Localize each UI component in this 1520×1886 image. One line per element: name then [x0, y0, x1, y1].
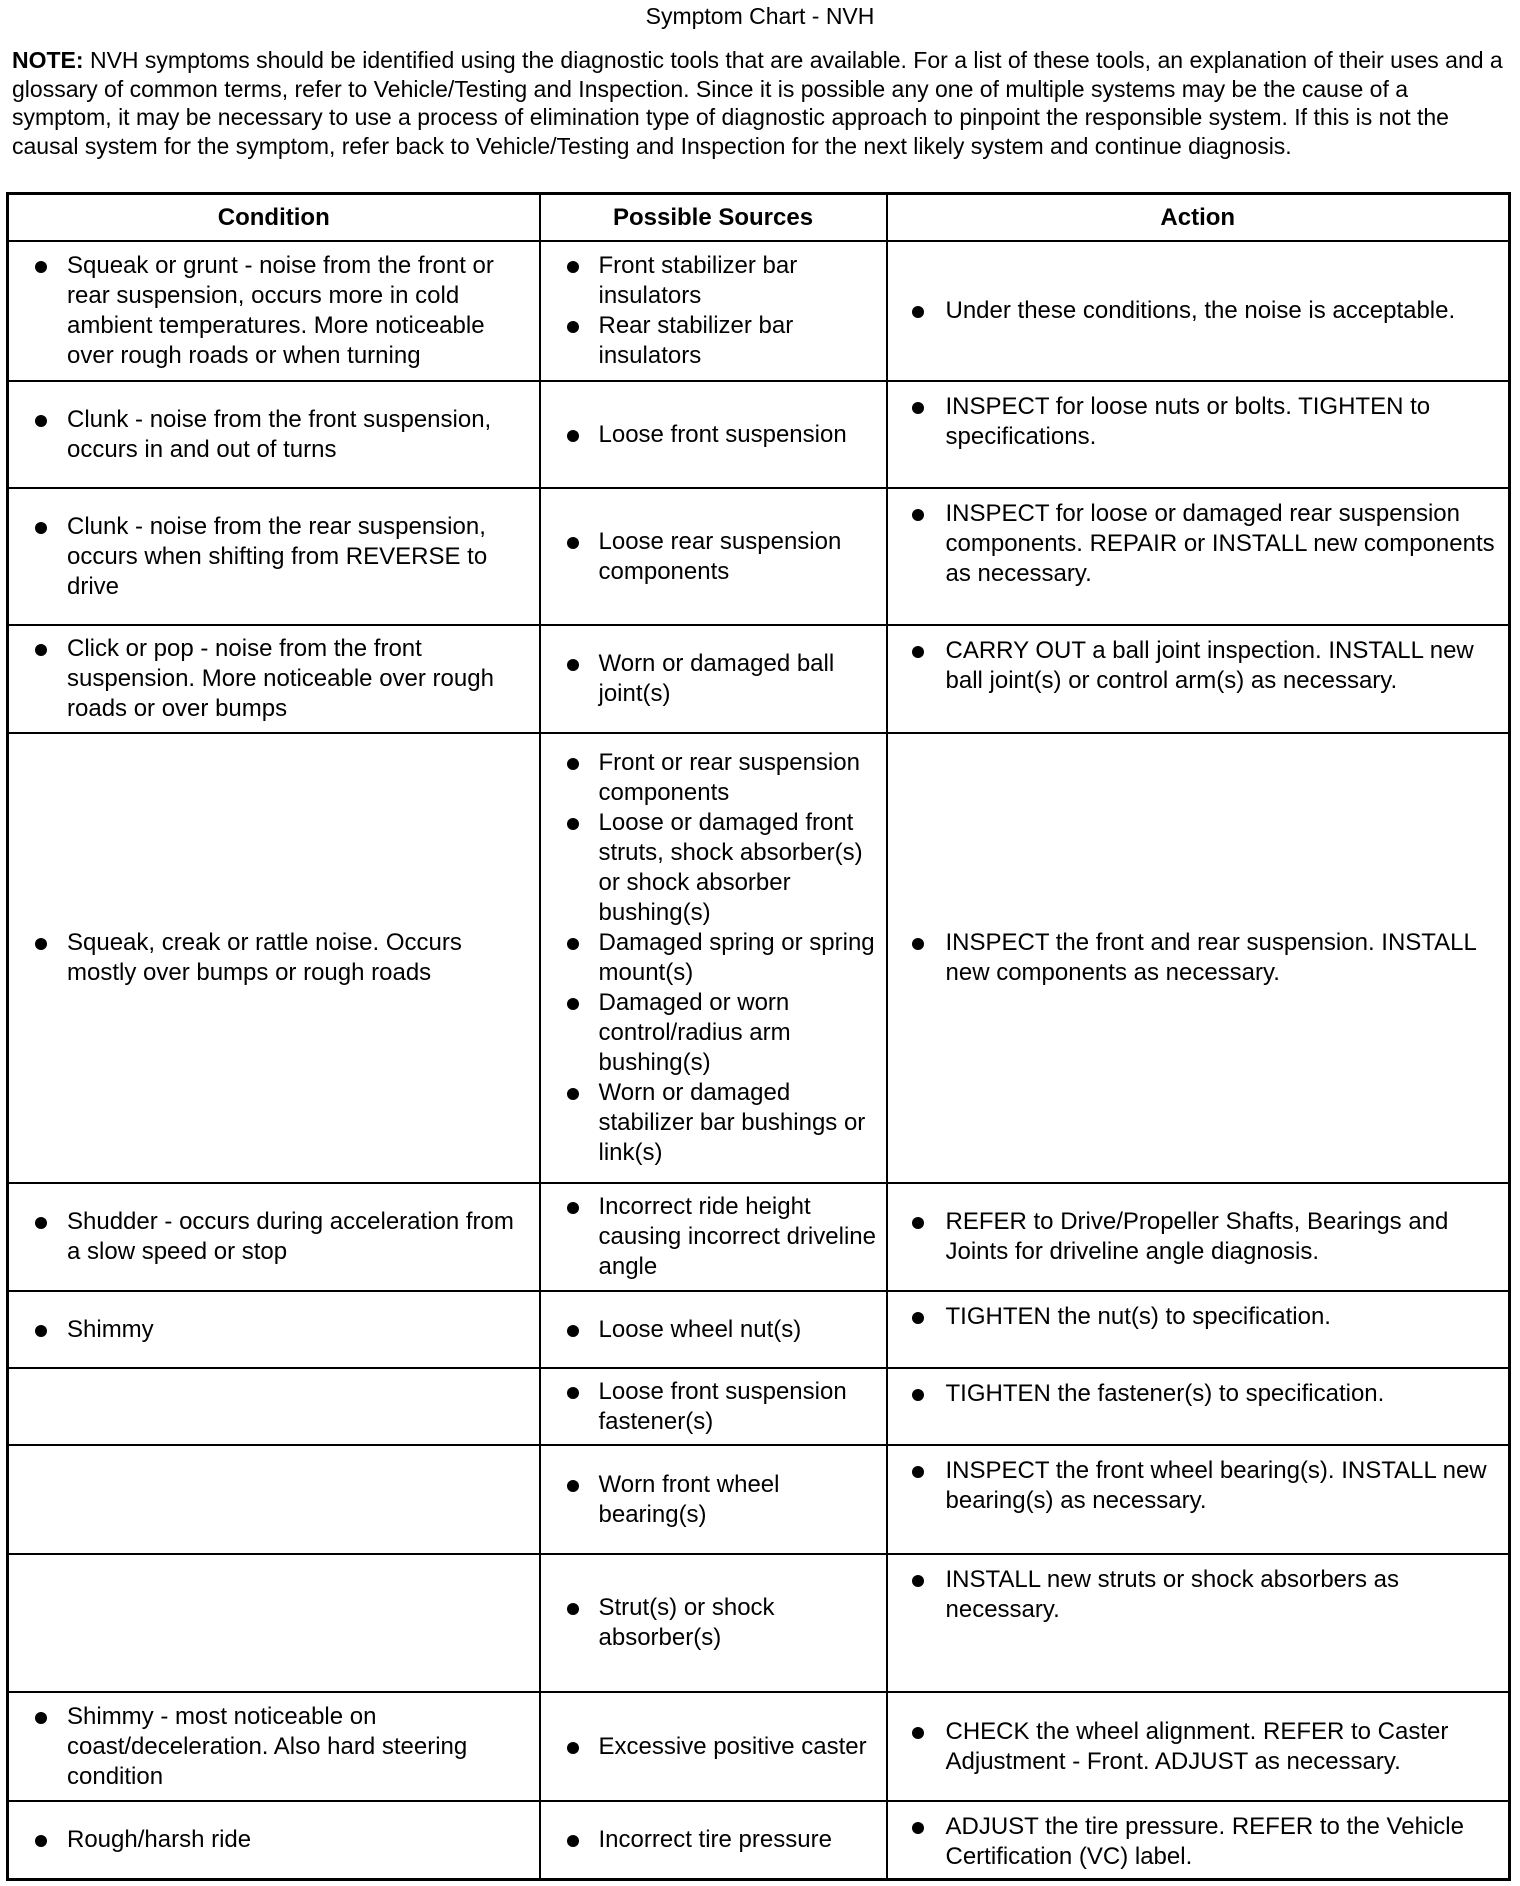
note-label: NOTE: [12, 47, 84, 73]
list-item: INSPECT the front wheel bearing(s). INSTALL new bearing(s) as necessary. [888, 1456, 1501, 1516]
sources-list [541, 1593, 886, 1653]
table-row [8, 1368, 1510, 1445]
list-item: Loose wheel nut(s) [541, 1315, 878, 1345]
action-cell [887, 488, 1510, 625]
condition-list [9, 251, 539, 371]
sources-list [541, 649, 886, 709]
condition-cell [8, 1692, 540, 1801]
list-item: Rear stabilizer bar insulators [541, 311, 878, 371]
sources-list [541, 748, 886, 1168]
action-list [888, 1302, 1509, 1332]
list-item: Rough/harsh ride [9, 1825, 531, 1855]
action-list [888, 1456, 1509, 1516]
action-list [888, 296, 1509, 326]
table-header-row [8, 194, 1510, 242]
list-item: ADJUST the tire pressure. REFER to the Vehicle Certification (VC) label. [888, 1812, 1501, 1872]
list-item: Squeak, creak or rattle noise. Occurs mostly over bumps or rough roads [9, 928, 531, 988]
list-item: Squeak or grunt - noise from the front or rear suspension, occurs more in cold ambient temperatures. More noticeable over rough roads or when turning [9, 251, 531, 371]
table-row [8, 1554, 1510, 1692]
note-paragraph [12, 46, 1512, 160]
table-row [8, 625, 1510, 733]
list-item: CARRY OUT a ball joint inspection. INSTALL new ball joint(s) or control arm(s) as necessary. [888, 636, 1501, 696]
sources-list [541, 1377, 886, 1437]
table-body [8, 241, 1510, 1879]
action-list [888, 636, 1509, 696]
table-row [8, 1291, 1510, 1368]
action-cell [887, 733, 1510, 1183]
condition-cell [8, 1445, 540, 1554]
list-item: Loose front suspension fastener(s) [541, 1377, 878, 1437]
sources-list [541, 1315, 886, 1345]
action-cell [887, 1368, 1510, 1445]
list-item: Loose rear suspension components [541, 527, 878, 587]
possible-sources-cell [540, 381, 887, 488]
action-cell [887, 1554, 1510, 1692]
page-title: Symptom Chart - NVH [645, 3, 875, 29]
action-list [888, 1565, 1509, 1625]
symptom-chart-table [6, 192, 1511, 1881]
list-item: INSPECT for loose or damaged rear suspension components. REPAIR or INSTALL new components as necessary. [888, 499, 1501, 589]
table-row [8, 241, 1510, 381]
action-cell [887, 1692, 1510, 1801]
sources-list [541, 1732, 886, 1762]
list-item: Incorrect tire pressure [541, 1825, 878, 1855]
list-item: TIGHTEN the fastener(s) to specification. [888, 1379, 1501, 1409]
table-row [8, 488, 1510, 625]
note-text: NVH symptoms should be identified using the diagnostic tools that are available. For a list of these tools, an explanation of their uses and a glossary of common terms, refer to Vehicle/Testing and Inspection. Since it is possible any one of multiple systems may be the cause of a symptom, it may be necessary to use a process of elimination type of diagnostic approach to pinpoint the responsible system. If this is not the causal system for the symptom, refer back to Vehicle/Testing and Inspection for the next likely system and continue diagnosis. [12, 47, 1503, 159]
action-list [888, 1379, 1509, 1409]
condition-cell [8, 1554, 540, 1692]
list-item: Front stabilizer bar insulators [541, 251, 878, 311]
condition-cell [8, 1368, 540, 1445]
possible-sources-cell [540, 1291, 887, 1368]
action-cell [887, 1183, 1510, 1291]
action-list [888, 928, 1509, 988]
condition-cell [8, 381, 540, 488]
condition-cell [8, 625, 540, 733]
list-item: Worn or damaged ball joint(s) [541, 649, 878, 709]
header-condition: Condition [8, 194, 540, 242]
condition-cell [8, 733, 540, 1183]
sources-list [541, 1470, 886, 1530]
list-item: Excessive positive caster [541, 1732, 878, 1762]
condition-cell [8, 241, 540, 381]
action-list [888, 1812, 1509, 1872]
action-list [888, 1717, 1509, 1777]
list-item: Worn or damaged stabilizer bar bushings or link(s) [541, 1078, 878, 1168]
condition-list [9, 1207, 539, 1267]
list-item: Damaged or worn control/radius arm bushing(s) [541, 988, 878, 1078]
list-item: Under these conditions, the noise is acceptable. [888, 296, 1501, 326]
header-action: Action [887, 194, 1510, 242]
possible-sources-cell [540, 625, 887, 733]
possible-sources-cell [540, 1445, 887, 1554]
list-item: REFER to Drive/Propeller Shafts, Bearings and Joints for driveline angle diagnosis. [888, 1207, 1501, 1267]
action-cell [887, 1291, 1510, 1368]
list-item: Clunk - noise from the front suspension, occurs in and out of turns [9, 405, 531, 465]
list-item: Click or pop - noise from the front suspension. More noticeable over rough roads or over bumps [9, 634, 531, 724]
sources-list [541, 420, 886, 450]
action-cell [887, 381, 1510, 488]
list-item: TIGHTEN the nut(s) to specification. [888, 1302, 1501, 1332]
condition-list [9, 928, 539, 988]
condition-list [9, 1702, 539, 1792]
condition-list [9, 512, 539, 602]
table-row [8, 1801, 1510, 1879]
condition-cell [8, 488, 540, 625]
list-item: INSPECT for loose nuts or bolts. TIGHTEN to specifications. [888, 392, 1501, 452]
condition-cell [8, 1183, 540, 1291]
possible-sources-cell [540, 1183, 887, 1291]
list-item: Shimmy [9, 1315, 531, 1345]
table-row [8, 381, 1510, 488]
list-item: Damaged spring or spring mount(s) [541, 928, 878, 988]
list-item: Incorrect ride height causing incorrect driveline angle [541, 1192, 878, 1282]
list-item: Strut(s) or shock absorber(s) [541, 1593, 878, 1653]
possible-sources-cell [540, 241, 887, 381]
sources-list [541, 527, 886, 587]
action-cell [887, 625, 1510, 733]
condition-list [9, 634, 539, 724]
action-list [888, 392, 1509, 452]
action-cell [887, 241, 1510, 381]
sources-list [541, 1825, 886, 1855]
possible-sources-cell [540, 733, 887, 1183]
possible-sources-cell [540, 1554, 887, 1692]
condition-list [9, 1825, 539, 1855]
table-row [8, 1183, 1510, 1291]
list-item: Worn front wheel bearing(s) [541, 1470, 878, 1530]
sources-list [541, 251, 886, 371]
list-item: Loose front suspension [541, 420, 878, 450]
list-item: Shudder - occurs during acceleration from a slow speed or stop [9, 1207, 531, 1267]
possible-sources-cell [540, 488, 887, 625]
action-list [888, 1207, 1509, 1267]
sources-list [541, 1192, 886, 1282]
list-item: INSTALL new struts or shock absorbers as necessary. [888, 1565, 1501, 1625]
table-row [8, 733, 1510, 1183]
action-cell [887, 1801, 1510, 1879]
condition-cell [8, 1801, 540, 1879]
list-item: Shimmy - most noticeable on coast/deceleration. Also hard steering condition [9, 1702, 531, 1792]
possible-sources-cell [540, 1368, 887, 1445]
action-list [888, 499, 1509, 589]
condition-list [9, 405, 539, 465]
possible-sources-cell [540, 1692, 887, 1801]
action-cell [887, 1445, 1510, 1554]
list-item: Clunk - noise from the rear suspension, occurs when shifting from REVERSE to drive [9, 512, 531, 602]
list-item: Loose or damaged front struts, shock absorber(s) or shock absorber bushing(s) [541, 808, 878, 928]
condition-cell [8, 1291, 540, 1368]
list-item: INSPECT the front and rear suspension. INSTALL new components as necessary. [888, 928, 1501, 988]
table-row [8, 1692, 1510, 1801]
header-possible-sources: Possible Sources [540, 194, 887, 242]
list-item: Front or rear suspension components [541, 748, 878, 808]
list-item: CHECK the wheel alignment. REFER to Caster Adjustment - Front. ADJUST as necessary. [888, 1717, 1501, 1777]
condition-list [9, 1315, 539, 1345]
possible-sources-cell [540, 1801, 887, 1879]
table-row [8, 1445, 1510, 1554]
